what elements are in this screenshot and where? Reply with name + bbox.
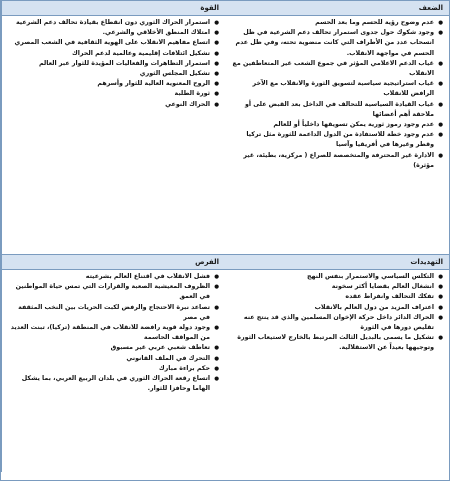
threat-item: ● انشغال العالم بقضايا أكثر سخونة bbox=[229, 282, 443, 292]
weakness-item: ● غياب القيادة السياسية للتحالف في الداخل بعد القبض على أو ملاحقة أهم أعضائها bbox=[229, 100, 443, 120]
weakness-item: ● الادارة غير المحترفة والمتخصصة للصراع ( مركزية، بطيئة، غير مؤثرة) bbox=[229, 151, 443, 171]
weakness-item: ● غياب استراتيجية سياسية لتسويق الثورة والانقلاب مع الآخر الرافض للانقلاب bbox=[229, 79, 443, 99]
strengths-list bbox=[2, 16, 225, 110]
strength-item: ● تشكيل ائتلافات إقليمية وعالمية لدعم الحراك bbox=[6, 49, 219, 59]
opportunities-header: الفرص bbox=[2, 255, 225, 270]
weakness-item: ● عدم وجود رموز ثورية يمكن تسويقها داخلياً أو للعالم bbox=[229, 120, 443, 130]
opportunity-item: ● فشل الانقلاب في اقتناع العالم بشرعيته bbox=[6, 272, 219, 282]
strength-item: ● ثورة الطلبة bbox=[6, 89, 219, 99]
threat-item: ● الحراك الدائر داخل حركة الإخوان المسلمين والذي قد ينتج عنه تقليص دورها في الثورة bbox=[229, 313, 443, 333]
strengths-header: القوة bbox=[2, 1, 225, 16]
swot-row-bottom bbox=[1, 254, 449, 472]
threat-item: ● التكلس السياسي والاستمرار بنفس النهج bbox=[229, 272, 443, 282]
weakness-item: ● عدم وضوح رؤية للحسم وما بعد الحسم bbox=[229, 18, 443, 28]
opportunity-item: ● الظروف المعيشية الصعبة والقرارات التي تمس حياة المواطنين في العمق bbox=[6, 282, 219, 302]
swot-row-top bbox=[1, 1, 449, 254]
threat-item: ● تفكك التحالف وانفراط عقده bbox=[229, 292, 443, 302]
threats-list bbox=[225, 270, 449, 354]
strength-item: ● استمرار التظاهرات والفعاليات المؤيدة للثوار عبر العالم bbox=[6, 59, 219, 69]
weaknesses-header: الضعف bbox=[225, 1, 449, 16]
weaknesses-cell bbox=[225, 1, 449, 254]
opportunity-item: ● التحرك في الملف القانوني bbox=[6, 354, 219, 364]
threat-item: ● تشكيل ما يسمى بالبديل الثالث المرتبط بالخارج لاستيعاب الثورة وتوجيهها بعيداً عن الاستقلالية. bbox=[229, 333, 443, 353]
strength-item: ● اتساع مفاهيم الانقلاب على الهوية الثقافية في الشعب المصري bbox=[6, 38, 219, 48]
weaknesses-list bbox=[225, 16, 449, 171]
threat-item: ● اعتراف المزيد من دول العالم بالانقلاب bbox=[229, 303, 443, 313]
opportunity-item: ● تصاعد نبرة الاحتجاج والرفض لكبت الحريات بين النخب المثقفة في مصر bbox=[6, 303, 219, 323]
opportunity-item: ● تعاطف شعبي عربي غير مسبوق bbox=[6, 343, 219, 353]
strengths-cell bbox=[1, 1, 225, 254]
opportunity-item: ● وجود دولة قوية رافضة للانقلاب في المنطقة (تركيا)، تبنت العديد من المواقف الحاسمة bbox=[6, 323, 219, 343]
strength-item: ● امتلاك المنطق الأخلاقي والشرعي. bbox=[6, 28, 219, 38]
strength-item: ● الروح المعنوية العالية للثوار وأسرهم bbox=[6, 79, 219, 89]
weakness-item: ● وجود شكوك حول جدوى استمرار تحالف دعم الشرعية في ظل انسحاب عدد من الأطراف التي كانت منضوية تحته، وفي ظل عدم الحسم في مواجهة الانقلاب. bbox=[229, 28, 443, 59]
opportunity-item: ● اتساع رقعة الحراك الثوري في بلدان الربيع العربي، بما يشكل الهاما وحافزا للثوار. bbox=[6, 374, 219, 394]
strength-item: ● الحراك النوعي bbox=[6, 100, 219, 110]
opportunity-item: ● حكم براءة مبارك bbox=[6, 364, 219, 374]
threats-header: التهديدات bbox=[225, 255, 449, 270]
strength-item: ● تشكيل المجلس الثوري bbox=[6, 69, 219, 79]
weakness-item: ● عدم وجود خطة للاستفادة من الدول الداعمة للثورة مثل تركيا وقطر وغيرها في أفريقيا وآسيا bbox=[229, 130, 443, 150]
strength-item: ● استمرار الحراك الثوري دون انقطاع بقيادة تحالف دعم الشرعية bbox=[6, 18, 219, 28]
opportunities-list bbox=[2, 270, 225, 394]
weakness-item: ● غياب الدعم الاعلامي المؤثر في جموع الشعب غير المتعاطفين مع الانقلاب bbox=[229, 59, 443, 79]
threats-cell bbox=[225, 255, 449, 472]
opportunities-cell bbox=[1, 255, 225, 472]
